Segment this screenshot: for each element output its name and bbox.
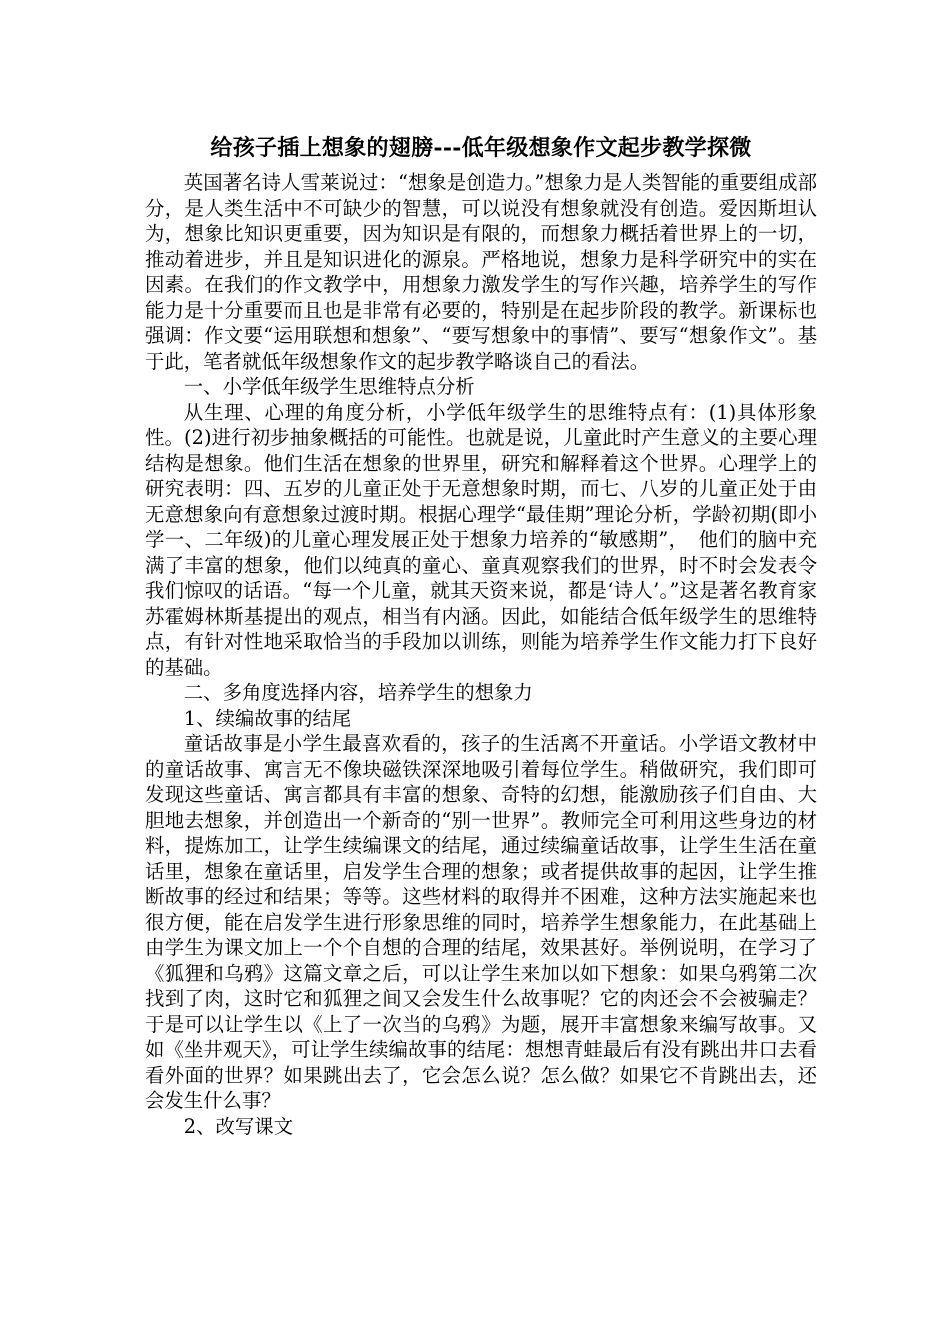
subsection-heading-2-2: 2、改写课文 [183, 1114, 294, 1138]
document-page [145, 128, 817, 1139]
section-heading-2: 二、多角度选择内容，培养学生的想象力 [183, 681, 533, 704]
subsection-heading-2-1: 1、续编故事的结尾 [183, 706, 352, 730]
intro-paragraph: 英国著名诗人雪莱说过：“想象是创造力。”想象力是人类智能的重要组成部分，是人类生活中不可缺少的智慧，可以说没有想象就没有创造。爱因斯坦认为，想象比知识更重要，因为知识是有限的，而想象力概括着世界上的一切，推动着进步，并且是知识进化的源泉。严格地说，想象力是科学研究中的实在因素。在我们的作文教学中，用想象力激发学生的写作兴趣，培养学生的写作能力是十分重要而且也是非常有必要的，特别是在起步阶段的教学。新课标也强调：作文要“运用联想和想象”、“要写想象中的事情”、要写“想象作文”。基于此，笔者就低年级想象作文的起步教学略谈自己的看法。 [145, 171, 817, 373]
section-1-paragraph: 从生理、心理的角度分析，小学低年级学生的思维特点有：(1)具体形象性。(2)进行初步抽象概括的可能性。也就是说，儿童此时产生意义的主要心理结构是想象。他们生活在想象的世界里，研究和解释着这个世界。心理学上的研究表明：四、五岁的儿童正处于无意想象时期，而七、八岁的儿童正处于由无意想象向有意想象过渡时期。根据心理学“最佳期”理论分析，学龄初期(即小学一、二年级)的儿童心理发展正处于想象力培养的“敏感期”， 他们的脑中充满了丰富的想象，他们以纯真的童心、童真观察我们的世界，时不时会发表令我们惊叹的话语。“每一个儿童，就其天资来说，都是‘诗人’。”这是著名教育家苏霍姆林斯基提出的观点，相当有内涵。因此，如能结合低年级学生的思维特点，有针对性地采取恰当的手段加以训练，则能为培养学生作文能力打下良好的基础。 [145, 400, 817, 679]
subsection-2-1-paragraph: 童话故事是小学生最喜欢看的，孩子的生活离不开童话。小学语文教材中的童话故事、寓言无不像块磁铁深深地吸引着每位学生。稍做研究，我们即可发现这些童话、寓言都具有丰富的想象、奇特的幻想，能激励孩子们自由、大胆地去想象，并创造出一个新奇的“别一世界”。教师完全可利用这些身边的材料，提炼加工，让学生续编课文的结尾，通过续编童话故事，让学生生活在童话里，想象在童话里，启发学生合理的想象；或者提供故事的起因，让学生推断故事的经过和结果；等等。这些材料的取得并不困难，这种方法实施起来也很方便，能在启发学生进行形象思维的同时，培养学生想象能力，在此基础上由学生为课文加上一个个自想的合理的结尾，效果甚好。举例说明，在学习了《狐狸和乌鸦》这篇文章之后，可以让学生来加以如下想象：如果乌鸦第二次找到了肉，这时它和狐狸之间又会发生什么故事呢？它的肉还会不会被骗走？于是可以让学生以《上了一次当的乌鸦》为题，展开丰富想象来编写故事。又如《坐井观天》，可让学生续编故事的结尾：想想青蛙最后有没有跳出井口去看看外面的世界？如果跳出去了，它会怎么说？怎么做？如果它不肯跳出去，还会发生什么事？ [145, 732, 817, 1112]
section-heading-1: 一、小学低年级学生思维特点分析 [183, 375, 475, 398]
document-title: 给孩子插上想象的翅膀---低年级想象作文起步教学探微 [210, 135, 752, 161]
